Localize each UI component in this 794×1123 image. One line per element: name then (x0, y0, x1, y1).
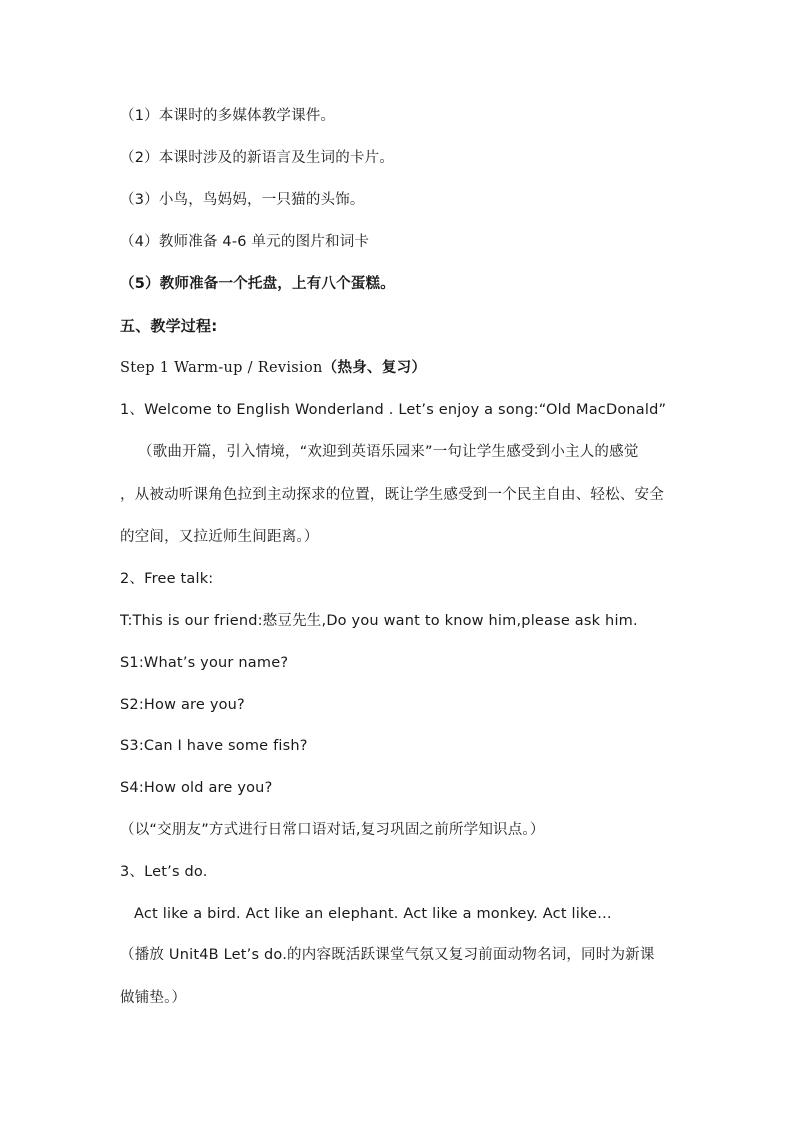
dialogue-line-2: S1:What’s your name? (120, 655, 289, 671)
section-title: 五、教学过程: (120, 317, 218, 335)
item1-note-line-3: 的空间，又拉近师生间距离。） (120, 529, 319, 545)
material-item-2: （2）本课时涉及的新语言及生词的卡片。 (120, 150, 395, 166)
dialogue-line-4: S3:Can I have some fish? (120, 738, 308, 754)
material-item-1: （1）本课时的多媒体教学课件。 (120, 108, 336, 124)
dialogue-line-1: T:This is our friend:憨豆先生,Do you want to know him,please ask him. (120, 613, 638, 629)
item2-title: 2、Free talk: (120, 571, 214, 587)
item1-note-line-2: ，从被动听课角色拉到主动探求的位置，既让学生感受到一个民主自由、轻松、安全 (120, 487, 664, 503)
step1-suffix: （热身、复习） (322, 360, 427, 376)
material-item-4: （4）教师准备 4-6 单元的图片和词卡 (120, 234, 370, 250)
material-item-3: （3）小鸟，鸟妈妈，一只猫的头饰。 (120, 192, 365, 208)
dialogue-line-3: S2:How are you? (120, 697, 245, 713)
item3-note-line-1: （播放 Unit4B Let’s do.的内容既活跃课堂气氛又复习前面动物名词，同时为新课 (120, 947, 655, 963)
item1-note-line-1: （歌曲开篇，引入情境，“欢迎到英语乐园来”一句让学生感受到小主人的感觉 (138, 444, 639, 460)
item3-title: 3、Let’s do. (120, 864, 208, 880)
material-item-5: （5）教师准备一个托盘，上有八个蛋糕。 (120, 276, 395, 292)
item3-actions: Act like a bird. Act like an elephant. Act like a monkey. Act like… (134, 906, 612, 922)
step1-heading (120, 358, 690, 378)
item3-note-line-2: 做铺垫。） (120, 990, 187, 1006)
step1-prefix: Step 1 Warm-up / Revision (120, 360, 323, 376)
item1-title: 1、Welcome to English Wonderland . Let’s enjoy a song:“Old MacDonald” (120, 402, 667, 418)
dialogue-line-5: S4:How old are you? (120, 780, 273, 796)
item2-note: （以“交朋友”方式进行日常口语对话,复习巩固之前所学知识点。） (120, 822, 545, 838)
